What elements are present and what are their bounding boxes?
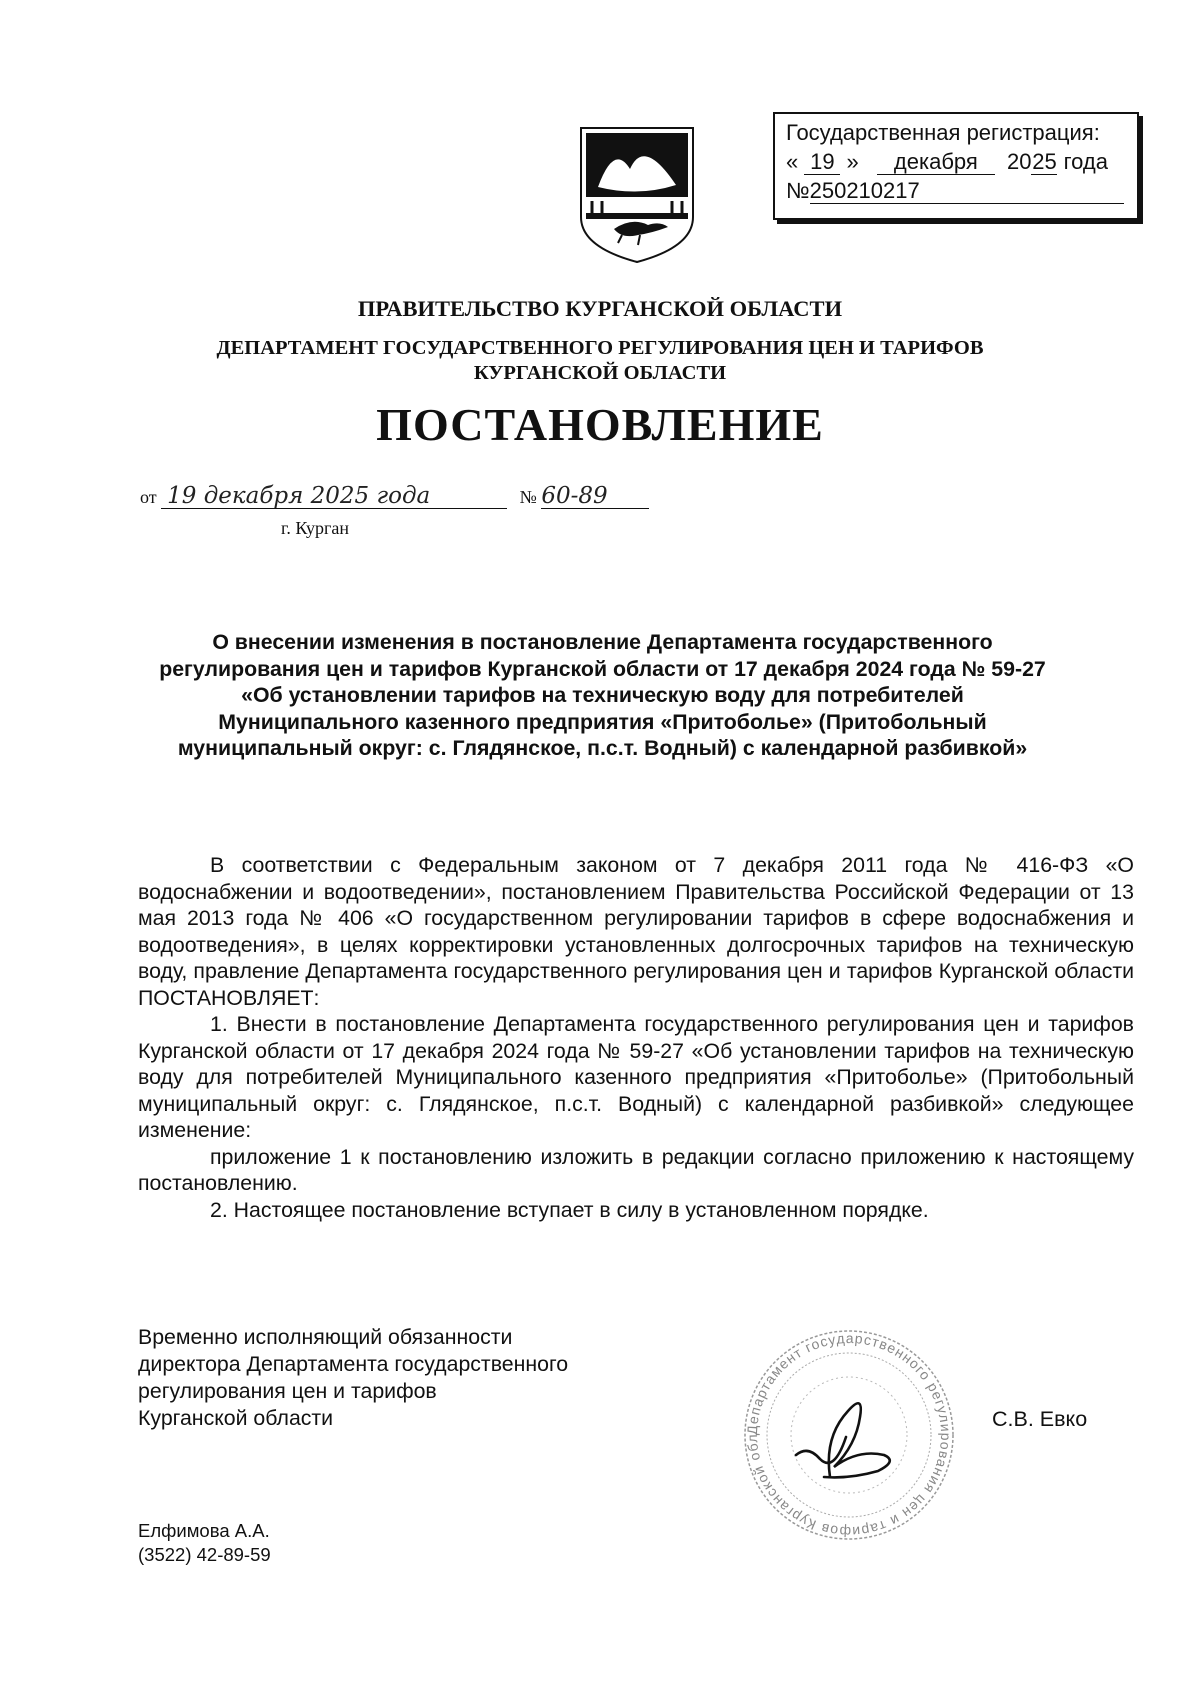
signatory-title: Временно исполняющий обязанности директора Департамента государственного регулирования цен и тарифов Курганской области: [138, 1325, 569, 1430]
registration-label: Государственная регистрация:: [786, 120, 1100, 145]
svg-text:Департамент государственного р: [738, 1327, 954, 1540]
registration-date: « 19 » декабря 2025 года: [786, 149, 1108, 174]
government-heading: ПРАВИТЕЛЬСТВО КУРГАНСКОЙ ОБЛАСТИ: [357, 296, 843, 321]
department-heading: ДЕПАРТАМЕНТ ГОСУДАРСТВЕННОГО РЕГУЛИРОВАНИЯ ЦЕН И ТАРИФОВ КУРГАНСКОЙ ОБЛАСТИ: [216, 337, 984, 384]
city-label: г. Курган: [281, 518, 350, 538]
registration-month: декабря: [877, 150, 995, 175]
registration-number: №250210217: [786, 176, 1127, 205]
signatory-name: С.В. Евко: [992, 1407, 1088, 1431]
date-number-line: от 19 декабря 2025 года № 60-89: [140, 484, 649, 509]
item-1-detail-paragraph: приложение 1 к постановлению изложить в редакции согласно приложению к настоящему постановлению.: [138, 1144, 1134, 1195]
handwritten-date: 19 декабря 2025 года: [161, 484, 507, 509]
official-seal: [738, 1327, 960, 1543]
registration-year: 25: [1032, 149, 1057, 174]
item-2-paragraph: 2. Настоящее постановление вступает в силу в установленном порядке.: [210, 1197, 929, 1222]
preamble-paragraph: В соответствии с Федеральным законом от 7 декабря 2011 года № 416-ФЗ «О водоснабжении и водоотведении», постановлением Правительства Российской Федерации от 13 мая 2013 года № 406 «О государственном регулировании тарифов в сфере водоснабжения и водоотведения», в целях корректировки установленных долгосрочных тарифов на техническую воду, правление Департамента государственного регулирования цен и тарифов Курганской области ПОСТАНОВЛЯЕТ:: [138, 853, 1134, 1010]
seal-ring-text: Департамент государственного регулирования цен и тарифов Курганской обл: [743, 1329, 955, 1541]
coat-of-arms-emblem: [578, 125, 696, 265]
document-type-title: ПОСТАНОВЛЕНИЕ: [376, 399, 824, 450]
document-subject: О внесении изменения в постановление Департамента государственного регулирования цен и тарифов Курганской области от 17 декабря 2024 года № 59-27 «Об установлении тарифов на техническую воду для потребителей Муниципального казенного предприятия «Притоболье» (Притобольный муниципальный округ: с. Глядянское, п.с.т. Водный) с календарной разбивкой»: [159, 630, 1046, 760]
executor-name: Елфимова А.А.: [138, 1520, 270, 1541]
item-1-paragraph: 1. Внести в постановление Департамента государственного регулирования цен и тарифов Курганской области от 17 декабря 2024 года № 59-27 «Об установлении тарифов на техническую воду для потребителей Муниципального казенного предприятия «Притоболье» (Притобольный муниципальный округ: с. Глядянское, п.с.т. Водный) с календарной разбивкой» следующее изменение:: [138, 1012, 1134, 1142]
handwritten-number: 60-89: [541, 484, 649, 509]
registration-number-value: 250210217: [810, 179, 1124, 204]
executor-info: [138, 1519, 271, 1567]
executor-phone: (3522) 42-89-59: [138, 1544, 271, 1565]
registration-stamp-box: [773, 112, 1139, 220]
document-body: [138, 852, 1134, 1223]
registration-day: 19: [804, 150, 840, 175]
